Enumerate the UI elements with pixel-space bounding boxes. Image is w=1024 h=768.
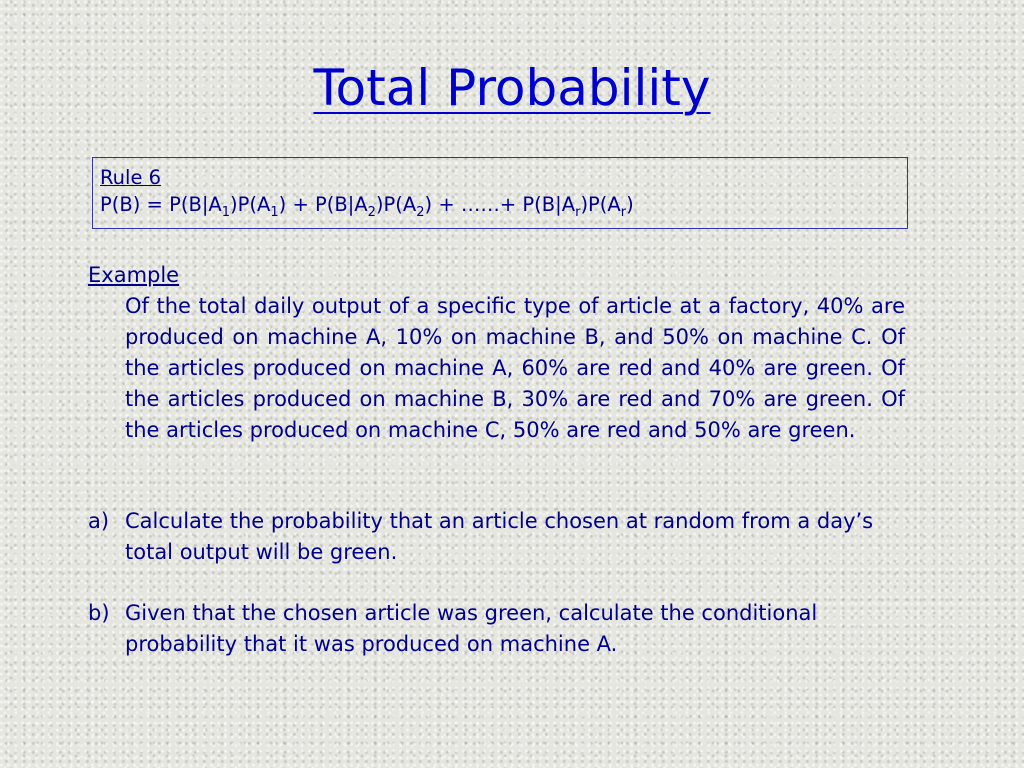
formula-subscript: 2 (367, 204, 376, 220)
slide-title (0, 58, 1024, 118)
formula-part: )P(A (580, 193, 621, 216)
question-text: Calculate the probability that an article chosen at random from a day’s total output will be green. (125, 509, 874, 564)
rule-box (92, 157, 908, 229)
formula-part: )P(A (375, 193, 417, 216)
formula-subscript: 2 (416, 204, 425, 220)
formula-subscript: r (575, 204, 581, 220)
rule-formula (100, 191, 900, 218)
formula-part: P(B) = P(B|A (100, 193, 222, 216)
formula-part: )P(A (230, 193, 271, 216)
question-label: a) (88, 509, 110, 533)
slide-title-text: Total Probability (313, 59, 711, 117)
formula-subscript: 1 (221, 204, 231, 220)
formula-subscript: 1 (270, 204, 279, 220)
formula-subscript: r (620, 204, 627, 220)
question-text: Given that the chosen article was green, calculate the conditional probability that it was produced on machine A. (125, 601, 818, 656)
question-b (88, 598, 906, 660)
example-heading: Example (88, 263, 180, 287)
formula-part: ) (626, 193, 634, 216)
example-paragraph: Of the total daily output of a specific type of article at a factory, 40% are produced on machine A, 10% on machine B, and 50% on machine C. Of the articles produced on machine A, 60% are red and 40% are green. Of the articles produced on machine B, 30% are red and 70% are green. Of the articles produced on machine C, 50% are red and 50% are green. (125, 294, 905, 442)
formula-part: ) + P(B|A (278, 193, 368, 216)
question-a (88, 506, 906, 568)
question-label: b) (88, 601, 110, 625)
rule-name: Rule 6 (100, 166, 162, 189)
formula-part: ) + ……+ P(B|A (424, 193, 576, 216)
